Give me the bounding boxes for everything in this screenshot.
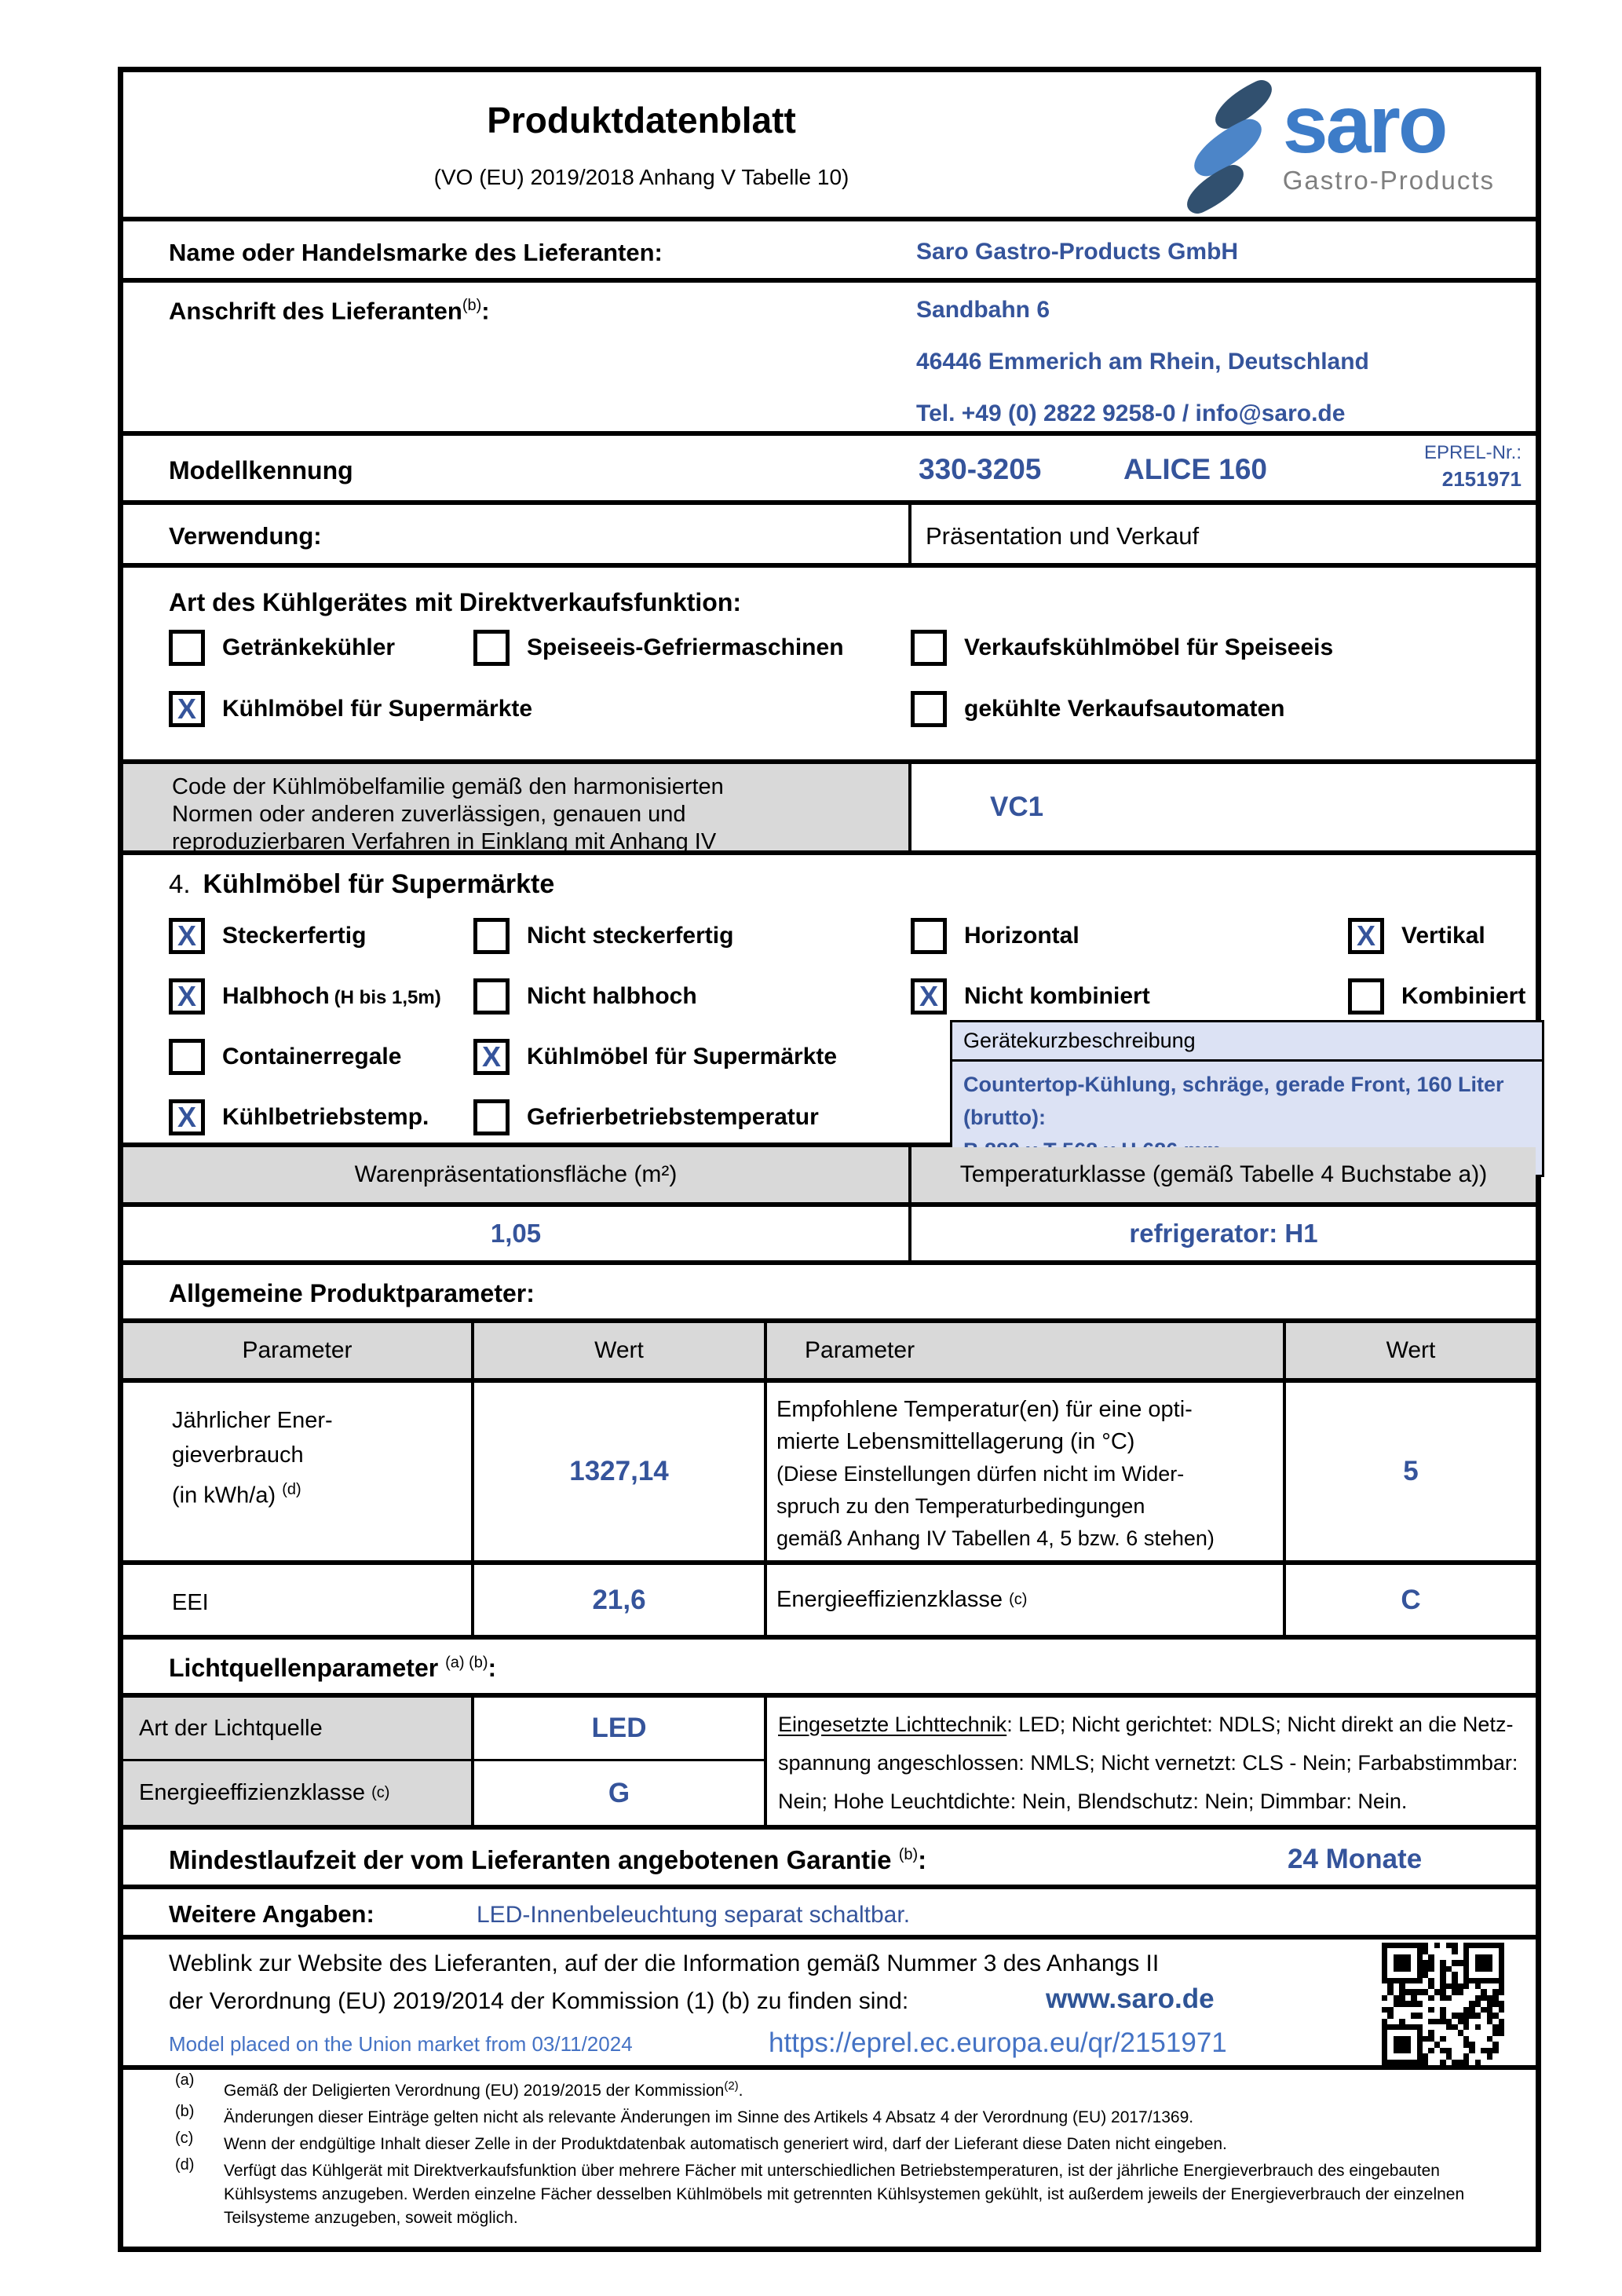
footnote-d (175, 2156, 1520, 2230)
col-header-parameter-2: Parameter (767, 1323, 1286, 1378)
checkbox-box[interactable] (169, 691, 205, 727)
checkbox-label: Nicht steckerfertig (527, 922, 734, 949)
footnote-ref-c: (c) (371, 1784, 390, 1802)
params-table-header (123, 1323, 1536, 1383)
market-placement-note: Model placed on the Union market from 03/11/2024 (169, 2032, 633, 2056)
address-line: Sandbahn 6 (916, 297, 1050, 323)
checkbox-kuehlmoebel-supermaerkte[interactable] (169, 691, 911, 727)
supplier-address-label: Anschrift des Lieferanten$^{(b)}$: (169, 297, 490, 325)
light-params-heading: Lichtquellenparameter $^{(a) (b)}$: (169, 1654, 497, 1682)
checkbox-box[interactable] (169, 978, 205, 1015)
usage-label: Verwendung: (169, 522, 322, 550)
checkbox-steckerfertig[interactable] (169, 918, 473, 954)
checkbox-box[interactable] (1348, 918, 1384, 954)
family-code-line: Code der Kühlmöbelfamilie gemäß den harmonisierten (172, 774, 724, 799)
footnote-ref-b: (b) (462, 297, 482, 314)
model-number: 330-3205 (919, 453, 1042, 485)
light-energy-class-label: Energieeffizienzklasse (c) (123, 1761, 471, 1825)
checkbox-containerregale[interactable] (169, 1039, 473, 1075)
footnote-text: Verfügt das Kühlgerät mit Direktverkaufsfunktion über mehrere Fächer mit unterschiedlichen Betriebstemperaturen, ist der jährliche Energieverbrauch des eingebauten Kühlsystems anzugeben. Werden einzelne Fächer desselben Kühlmöbels mit getrennten Kühlsystemen gekühlt, ist außerdem jeweils der Energieverbrauch der einzelnen Teilsysteme anzugeben, soweit möglich. (224, 2162, 1465, 2227)
checkbox-mark: X (177, 919, 196, 952)
appliance-type-heading: Art des Kühlgerätes mit Direktverkaufsfunktion: (169, 588, 742, 616)
qr-code (1382, 1943, 1504, 2065)
checkbox-note: (H bis 1,5m) (334, 986, 441, 1008)
checkbox-label: Vertikal (1401, 922, 1485, 949)
footnote-marker: (d) (175, 2156, 195, 2174)
supplier-name-row (123, 221, 1536, 283)
param-temperature-label: Empfohlene Temperatur(en) für eine opti- mierte Lebensmittellagerung (in °C) (Diese Einstellungen dürfen nicht im Wider- spruch zu den Temperaturbedingungen gemäß Anhang IV Tabellen 4, 5 bzw. 6 stehen) (767, 1383, 1286, 1560)
checkbox-row (169, 905, 1536, 966)
checkbox-row (169, 678, 1536, 740)
saro-logo (1187, 79, 1495, 206)
checkbox-label: Steckerfertig (222, 922, 367, 949)
checkbox-label: Gefrierbetriebstemperatur (527, 1103, 819, 1130)
checkbox-label: Speiseeis-Gefriermaschinen (527, 634, 844, 660)
footnote-marker: (c) (175, 2130, 194, 2147)
col-header-parameter: Parameter (123, 1323, 474, 1378)
family-code-line: reproduzierbaren Verfahren in Einklang mit Anhang IV (172, 829, 717, 854)
device-description-title: Gerätekurzbeschreibung (952, 1022, 1542, 1062)
param-energy-class-label: Energieeffizienzklasse (c) (767, 1565, 1286, 1635)
checkbox-label: Kühlmöbel für Supermärkte (527, 1043, 838, 1069)
light-source-type-value-cell (474, 1698, 764, 1761)
address-line: Tel. +49 (0) 2822 9258-0 / info@saro.de (916, 400, 1346, 426)
checkbox-mark: X (177, 1100, 196, 1133)
additional-info-label: Weitere Angaben: (169, 1900, 374, 1928)
warranty-row (123, 1830, 1536, 1889)
checkbox-box[interactable] (473, 1099, 510, 1135)
model-label: Modellkennung (169, 456, 353, 484)
params-row-eei (123, 1565, 1536, 1640)
checkbox-box[interactable] (169, 918, 205, 954)
checkbox-halbhoch[interactable] (169, 978, 473, 1015)
checkbox-label: Nicht kombiniert (964, 982, 1150, 1009)
light-energy-class-value: G (608, 1777, 630, 1808)
footnotes-section (123, 2070, 1536, 2247)
param-eei-value: 21,6 (592, 1584, 646, 1615)
checkbox-box[interactable] (169, 1099, 205, 1135)
checkbox-kombiniert[interactable] (1348, 978, 1525, 1015)
general-params-heading: Allgemeine Produktparameter: (169, 1279, 535, 1307)
footnote-ref-b: (b) (898, 1846, 919, 1863)
checkbox-speiseeis-gefriermaschinen[interactable] (473, 630, 911, 666)
param-energy-class-value: C (1401, 1584, 1421, 1615)
family-code-value-cell (911, 764, 1536, 850)
checkbox-mark: X (919, 979, 938, 1012)
checkbox-nicht-halbhoch[interactable] (473, 978, 911, 1015)
checkbox-nicht-kombiniert[interactable] (911, 978, 1348, 1015)
checkbox-mark: X (481, 1040, 501, 1073)
additional-info-value: LED-Innenbeleuchtung separat schaltbar. (477, 1902, 911, 1928)
checkbox-getraenkekuehler[interactable] (169, 630, 473, 666)
checkbox-row (169, 966, 1536, 1026)
checkbox-row (169, 617, 1536, 678)
display-area-value: 1,05 (123, 1207, 911, 1260)
checkbox-kuehlbetriebstemp[interactable] (169, 1099, 473, 1135)
warranty-value: 24 Monate (1288, 1844, 1423, 1874)
device-description-line: Countertop-Kühlung, schräge, gerade Front, 160 Liter (brutto): (963, 1073, 1504, 1129)
checkbox-box[interactable] (473, 978, 510, 1015)
param-energy-value-cell (474, 1383, 767, 1560)
footnote-text: Wenn der endgültige Inhalt dieser Zelle in der Produktdatenbak automatisch generiert wird, darf der Lieferant diese Daten nicht eingeben. (224, 2135, 1227, 2153)
checkbox-box[interactable] (169, 630, 205, 666)
param-energy-label: Jährlicher Ener- gieverbrauch (in kWh/a) $^{(d)}$ (123, 1383, 474, 1560)
supplier-name-label: Name oder Handelsmarke des Lieferanten: (169, 239, 663, 266)
address-line: 46446 Emmerich am Rhein, Deutschland (916, 349, 1369, 375)
divider (908, 505, 911, 563)
checkbox-label: Kombiniert (1401, 982, 1526, 1009)
checkbox-box[interactable] (911, 691, 947, 727)
checkbox-label: Nicht halbhoch (527, 982, 697, 1009)
checkbox-mark: X (177, 979, 196, 1012)
usage-value: Präsentation und Verkauf (926, 522, 1200, 550)
checkbox-label: Kühlmöbel für Supermärkte (222, 696, 533, 722)
checkbox-box[interactable] (911, 918, 947, 954)
saro-logo-text (1282, 79, 1495, 196)
page-title: Produktdatenblatt (487, 100, 796, 141)
checkbox-box[interactable] (1348, 978, 1384, 1015)
temperature-class-value: refrigerator: H1 (1129, 1219, 1318, 1248)
title-block (327, 99, 955, 190)
eprel-block (1424, 442, 1522, 492)
warranty-label: Mindestlaufzeit der vom Lieferanten angebotenen Garantie $^{(b)}$: (169, 1845, 927, 1874)
family-code-value: VC1 (990, 792, 1044, 822)
supplier-website-link[interactable]: www.saro.de (1046, 1983, 1215, 2014)
footnote-text: Änderungen dieser Einträge gelten nicht als relevante Änderungen im Sinne des Artikels 4 Absatz 4 der Verordnung (EU) 2017/1369. (224, 2108, 1194, 2126)
light-source-type-value: LED (591, 1713, 647, 1744)
col-header-wert-2: Wert (1386, 1337, 1436, 1363)
checkbox-label: Containerregale (222, 1043, 402, 1069)
supplier-address-lines (916, 297, 1369, 427)
general-params-heading-row (123, 1265, 1536, 1323)
light-energy-class-value-cell (474, 1761, 764, 1825)
family-code-row (123, 764, 1536, 855)
appliance-type-section (123, 568, 1536, 764)
checkbox-label: Getränkekühler (222, 634, 396, 660)
checkbox-box[interactable] (473, 630, 510, 666)
page-subtitle: (VO (EU) 2019/2018 Anhang V Tabelle 10) (433, 165, 849, 189)
param-temperature-value-cell (1286, 1383, 1536, 1560)
light-tech-description: Eingesetzte Lichttechnik: LED; Nicht gerichtet: NDLS; Nicht direkt an die Netz- spannung angeschlossen: NMLS; Nicht vernetzt: CLS - Nein; Farbabstimmbar: Nein; Hohe Leuchtdichte: Nein, Blendschutz: Nein; Dimmbar: Nein. (778, 1713, 1518, 1813)
checkbox-box[interactable] (473, 918, 510, 954)
checkbox-kuehlmoebel-supermaerkte-2[interactable] (473, 1039, 911, 1075)
section4-heading: 4. Kühlmöbel für Supermärkte (169, 869, 555, 899)
light-label-column (123, 1698, 474, 1825)
weblink-row (123, 1940, 1536, 2070)
footnote-text: Gemäß der Deligierten Verordnung (EU) 2019/2015 der Kommission$^{(2)}$. (224, 2079, 743, 2100)
footnote-ref-d: (d) (282, 1481, 301, 1498)
param-energy-class-value-cell (1286, 1565, 1536, 1635)
checkbox-label: Kühlbetriebstemp. (222, 1103, 429, 1130)
checkbox-label: Halbhoch (H bis 1,5m) (222, 982, 441, 1009)
checkbox-gefrierbetriebstemperatur[interactable] (473, 1099, 911, 1135)
footnote-marker: (b) (175, 2103, 195, 2120)
model-row (123, 436, 1536, 505)
checkbox-horizontal[interactable] (911, 918, 1348, 954)
light-tech-term: Eingesetzte Lichttechnik (778, 1713, 1007, 1736)
light-value-column (474, 1698, 767, 1825)
saro-logo-icon (1187, 86, 1269, 206)
checkbox-mark: X (177, 693, 196, 725)
checkbox-nicht-steckerfertig[interactable] (473, 918, 911, 954)
checkbox-gekuehlte-verkaufsautomaten[interactable] (911, 691, 1284, 727)
footnote-a (175, 2071, 1520, 2103)
header-row (123, 72, 1536, 221)
supplier-name-value: Saro Gastro-Products GmbH (916, 239, 1239, 265)
params-row-energy (123, 1383, 1536, 1565)
footnote-ref-ab: (a) (b) (445, 1654, 488, 1672)
checkbox-vertikal[interactable] (1348, 918, 1485, 954)
param-temperature-value: 5 (1403, 1456, 1419, 1486)
display-area-header: Warenpräsentationsfläche (m²) (123, 1147, 911, 1202)
light-params-heading-row (123, 1640, 1536, 1698)
checkbox-box[interactable] (169, 1039, 205, 1075)
product-datasheet (118, 67, 1541, 2252)
checkbox-label: Horizontal (964, 922, 1080, 949)
supplier-address-row (123, 283, 1536, 436)
checkbox-label: Verkaufskühlmöbel für Speiseeis (964, 634, 1334, 660)
param-energy-value: 1327,14 (569, 1456, 669, 1486)
checkbox-verkaufskuehlmoebel-speiseeis[interactable] (911, 630, 1333, 666)
brand-tagline: Gastro-Products (1282, 165, 1495, 195)
footnote-ref-c: (c) (1009, 1591, 1028, 1608)
display-area-header-row (123, 1147, 1536, 1207)
supermarket-cabinet-section (123, 855, 1536, 1147)
checkbox-box[interactable] (911, 630, 947, 666)
eprel-label: EPREL-Nr.: (1423, 442, 1522, 463)
usage-row (123, 505, 1536, 568)
weblink-text-line1: Weblink zur Website des Lieferanten, auf der die Information gemäß Nummer 3 des Anhangs II (169, 1951, 1160, 1976)
eprel-number: 2151971 (1441, 467, 1522, 491)
checkbox-box[interactable] (473, 1039, 510, 1075)
light-source-type-label: Art der Lichtquelle (123, 1698, 471, 1761)
checkbox-box[interactable] (911, 978, 947, 1015)
light-params-table (123, 1698, 1536, 1830)
checkbox-label: gekühlte Verkaufsautomaten (964, 696, 1285, 722)
family-code-line: Normen oder anderen zuverlässigen, genauen und (172, 802, 686, 827)
weblink-text-line2: der Verordnung (EU) 2019/2014 der Kommission (1) (b) zu finden sind: (169, 1988, 909, 2014)
footnote-c (175, 2130, 1520, 2156)
col-header-wert: Wert (474, 1323, 767, 1378)
additional-info-row (123, 1889, 1536, 1940)
model-name: ALICE 160 (1123, 453, 1268, 485)
checkbox-mark: X (1356, 919, 1375, 952)
display-area-value-row (123, 1207, 1536, 1265)
param-eei-value-cell (474, 1565, 767, 1635)
family-code-label (123, 764, 911, 854)
footnote-b (175, 2103, 1520, 2130)
param-eei-label: EEI (123, 1565, 474, 1635)
brand-name: saro (1282, 79, 1446, 170)
temperature-class-header: Temperaturklasse (gemäß Tabelle 4 Buchstabe a)) (911, 1147, 1536, 1202)
eprel-url-link[interactable]: https://eprel.ec.europa.eu/qr/2151971 (769, 2027, 1227, 2058)
footnote-marker: (a) (175, 2071, 195, 2089)
